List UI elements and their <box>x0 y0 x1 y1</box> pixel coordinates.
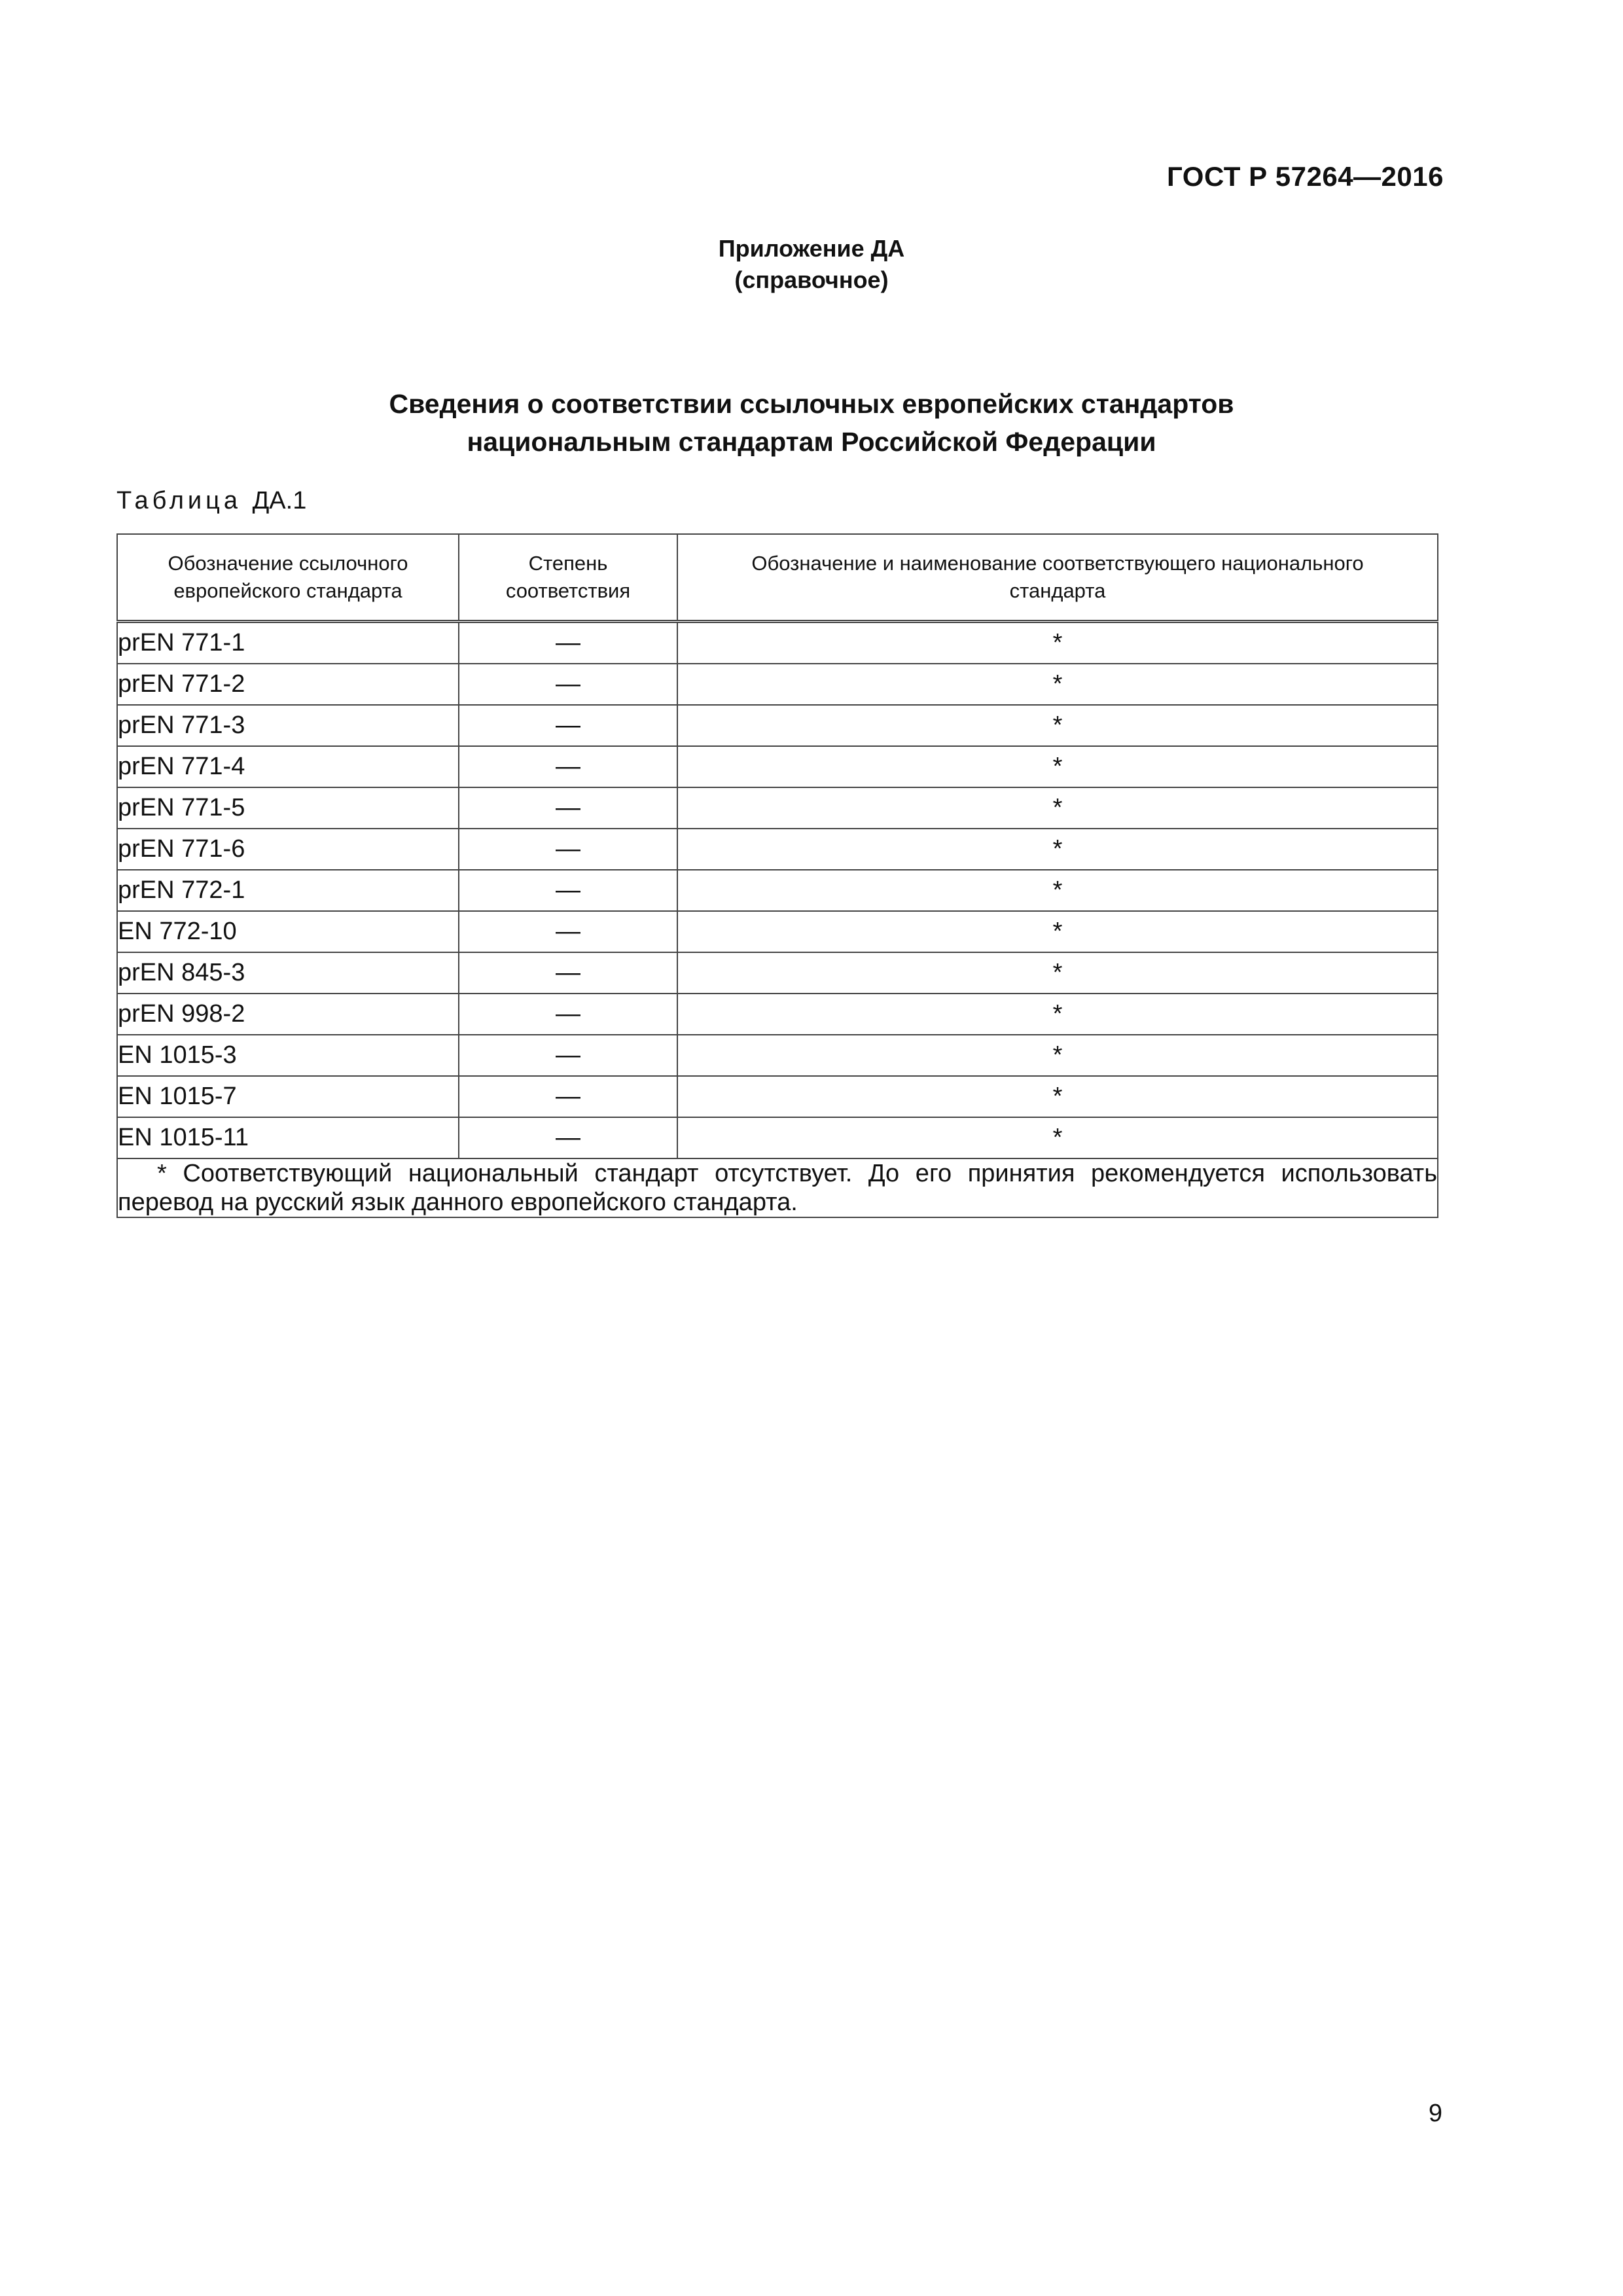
cell-national: * <box>677 952 1438 994</box>
main-title-line-2: национальным стандартам Российской Федерации <box>467 427 1156 457</box>
cell-national: * <box>677 829 1438 870</box>
cell-code: prEN 772-1 <box>117 870 459 911</box>
main-title-line-1: Сведения о соответствии ссылочных европейских стандартов <box>389 389 1234 419</box>
table-header-row <box>117 534 1438 622</box>
annex-title: Приложение ДА <box>718 235 905 262</box>
cell-code: prEN 998-2 <box>117 994 459 1035</box>
cell-national: * <box>677 911 1438 952</box>
table-row <box>117 746 1438 787</box>
table-row <box>117 622 1438 664</box>
table-row <box>117 911 1438 952</box>
cell-degree: — <box>459 1117 677 1158</box>
table-footnote <box>117 1158 1438 1217</box>
cell-national: * <box>677 1035 1438 1076</box>
cell-national: * <box>677 1117 1438 1158</box>
annex-heading <box>0 233 1623 296</box>
table-caption-word: Таблица <box>116 487 241 514</box>
cell-degree: — <box>459 829 677 870</box>
cell-national: * <box>677 1076 1438 1117</box>
cell-national: * <box>677 705 1438 746</box>
cell-code: prEN 771-2 <box>117 664 459 705</box>
cell-national: * <box>677 746 1438 787</box>
standards-table <box>116 533 1438 1218</box>
cell-code: prEN 771-3 <box>117 705 459 746</box>
header-european-standard: Обозначение ссылочного европейского стандарта <box>117 534 459 622</box>
cell-code: prEN 771-1 <box>117 622 459 664</box>
table-row <box>117 952 1438 994</box>
cell-code: EN 1015-11 <box>117 1117 459 1158</box>
cell-degree: — <box>459 705 677 746</box>
annex-subtitle: (справочное) <box>734 266 889 293</box>
cell-code: prEN 771-4 <box>117 746 459 787</box>
cell-degree: — <box>459 952 677 994</box>
table-row <box>117 787 1438 829</box>
table-row <box>117 664 1438 705</box>
cell-degree: — <box>459 911 677 952</box>
cell-code: EN 772-10 <box>117 911 459 952</box>
table-row <box>117 1035 1438 1076</box>
cell-national: * <box>677 664 1438 705</box>
header-degree: Степень соответствия <box>459 534 677 622</box>
table-row <box>117 1117 1438 1158</box>
cell-code: EN 1015-3 <box>117 1035 459 1076</box>
main-title <box>0 385 1623 461</box>
cell-national: * <box>677 994 1438 1035</box>
table-footnote-text: * Соответствующий национальный стандарт отсутствует. До его принятия рекомендуется использовать перевод на русский язык данного европейского стандарта. <box>118 1160 1437 1216</box>
cell-degree: — <box>459 994 677 1035</box>
table-row <box>117 829 1438 870</box>
table-row <box>117 705 1438 746</box>
table-caption-number: ДА.1 <box>252 487 307 514</box>
cell-code: prEN 771-5 <box>117 787 459 829</box>
cell-degree: — <box>459 1076 677 1117</box>
cell-degree: — <box>459 664 677 705</box>
table-footnote-row <box>117 1158 1438 1217</box>
document-code: ГОСТ Р 57264—2016 <box>1167 161 1444 192</box>
cell-code: prEN 845-3 <box>117 952 459 994</box>
cell-national: * <box>677 622 1438 664</box>
cell-code: EN 1015-7 <box>117 1076 459 1117</box>
table-row <box>117 994 1438 1035</box>
page-number: 9 <box>1428 2100 1442 2127</box>
header-national-standard: Обозначение и наименование соответствующего национального стандарта <box>677 534 1438 622</box>
table-caption <box>116 487 306 515</box>
table-row <box>117 870 1438 911</box>
cell-degree: — <box>459 746 677 787</box>
cell-national: * <box>677 787 1438 829</box>
cell-degree: — <box>459 622 677 664</box>
cell-degree: — <box>459 787 677 829</box>
cell-degree: — <box>459 1035 677 1076</box>
cell-code: prEN 771-6 <box>117 829 459 870</box>
cell-degree: — <box>459 870 677 911</box>
cell-national: * <box>677 870 1438 911</box>
table-row <box>117 1076 1438 1117</box>
